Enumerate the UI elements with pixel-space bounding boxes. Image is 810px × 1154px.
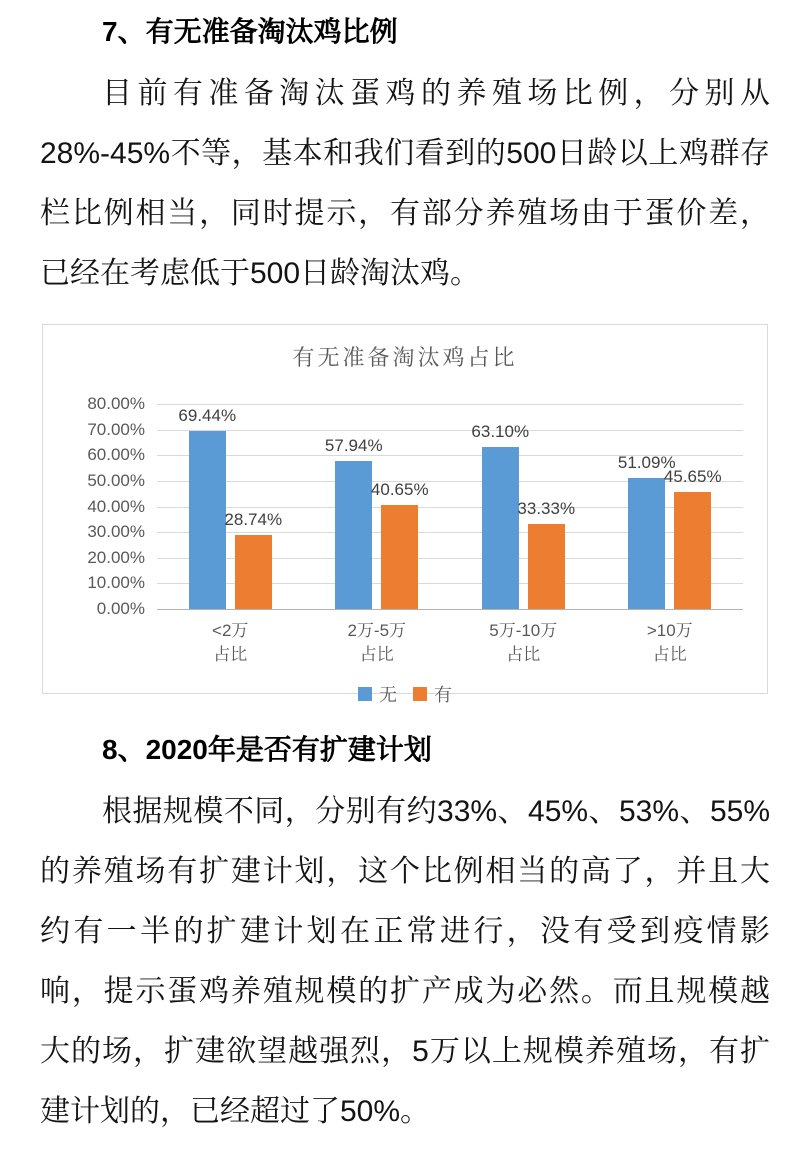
text-line: 已经在考虑低于500日龄淘汰鸡。 — [40, 257, 481, 290]
y-tick-label: 70.00% — [87, 419, 145, 439]
x-category-sublabel: 占比 — [652, 645, 687, 664]
bar-chart — [42, 324, 768, 705]
bar-value-label: 33.33% — [517, 498, 576, 518]
text-line: 目前有准备淘汰蛋鸡的养殖场比例，分别从 — [102, 77, 770, 110]
legend-label: 无 — [379, 685, 397, 705]
legend-swatch-icon — [358, 687, 372, 701]
bar-value-label: 45.65% — [663, 467, 722, 487]
bar-value-label: 69.44% — [178, 406, 237, 426]
plot-area — [87, 394, 743, 618]
bar-group — [450, 404, 597, 609]
x-category-label — [597, 619, 744, 667]
x-category-name: 5万-10万 — [489, 621, 558, 640]
y-tick-label: 80.00% — [87, 394, 145, 413]
bar-value-label: 40.65% — [370, 479, 429, 499]
bar — [471, 422, 530, 609]
bar — [370, 479, 429, 609]
bar-value-label: 51.09% — [617, 453, 676, 473]
bar-group — [597, 404, 744, 609]
x-category-label — [157, 619, 304, 667]
text-line: 28%-45%不等，基本和我们看到的500日龄以上鸡群存 — [40, 137, 770, 170]
y-tick-label: 0.00% — [96, 599, 145, 618]
text-line: 建计划的，已经超过了50%。 — [40, 1095, 431, 1128]
y-tick-label: 40.00% — [87, 496, 145, 516]
bar-group — [304, 404, 451, 609]
y-tick-label: 60.00% — [87, 445, 145, 465]
x-category-name: >10万 — [646, 621, 693, 640]
x-category-name: 2万-5万 — [347, 621, 407, 640]
x-category-name: <2万 — [212, 621, 249, 640]
x-category-label — [450, 619, 597, 667]
bar — [224, 510, 283, 609]
x-category-sublabel: 占比 — [506, 645, 541, 664]
text-line: 栏比例相当，同时提示，有部分养殖场由于蛋价差， — [40, 197, 770, 230]
legend-item — [413, 681, 452, 707]
text-line: 约有一半的扩建计划在正常进行，没有受到疫情影 — [40, 915, 770, 948]
x-category-sublabel: 占比 — [213, 645, 248, 664]
text-line: 响，提示蛋鸡养殖规模的扩产成为必然。而且规模越 — [40, 975, 770, 1008]
y-tick-label: 10.00% — [87, 573, 145, 593]
plot-wrap — [87, 394, 743, 618]
bar — [324, 435, 383, 609]
chart-legend — [43, 681, 767, 707]
x-category-sublabel: 占比 — [359, 645, 394, 664]
bar — [178, 406, 237, 609]
section-8-heading: 8、2020年是否有扩建计划 — [102, 734, 432, 765]
bar-group — [157, 404, 304, 609]
y-tick-label: 30.00% — [87, 522, 145, 542]
bar-value-label: 28.74% — [224, 510, 283, 530]
text-line: 根据规模不同，分别有约33%、45%、53%、55% — [102, 795, 770, 828]
x-axis — [157, 619, 743, 667]
bar — [517, 498, 576, 609]
bar — [617, 453, 676, 609]
section-8-paragraph — [40, 782, 770, 1142]
bar-value-label: 63.10% — [471, 422, 530, 442]
section-7-heading: 7、有无准备淘汰鸡比例 — [102, 16, 398, 47]
bar — [663, 467, 722, 609]
y-tick-label: 50.00% — [87, 470, 145, 490]
y-tick-label: 20.00% — [87, 547, 145, 567]
chart-title: 有无准备淘汰鸡占比 — [292, 345, 518, 370]
text-line: 的养殖场有扩建计划，这个比例相当的高了，并且大 — [40, 855, 770, 888]
legend-item — [358, 681, 397, 707]
bar-groups — [157, 404, 743, 609]
legend-label: 有 — [434, 685, 452, 705]
text-line: 大的场，扩建欲望越强烈，5万以上规模养殖场，有扩 — [40, 1035, 770, 1068]
x-category-label — [304, 619, 451, 667]
legend-swatch-icon — [413, 687, 427, 701]
bar-value-label: 57.94% — [324, 435, 383, 455]
section-7-paragraph — [40, 64, 770, 304]
